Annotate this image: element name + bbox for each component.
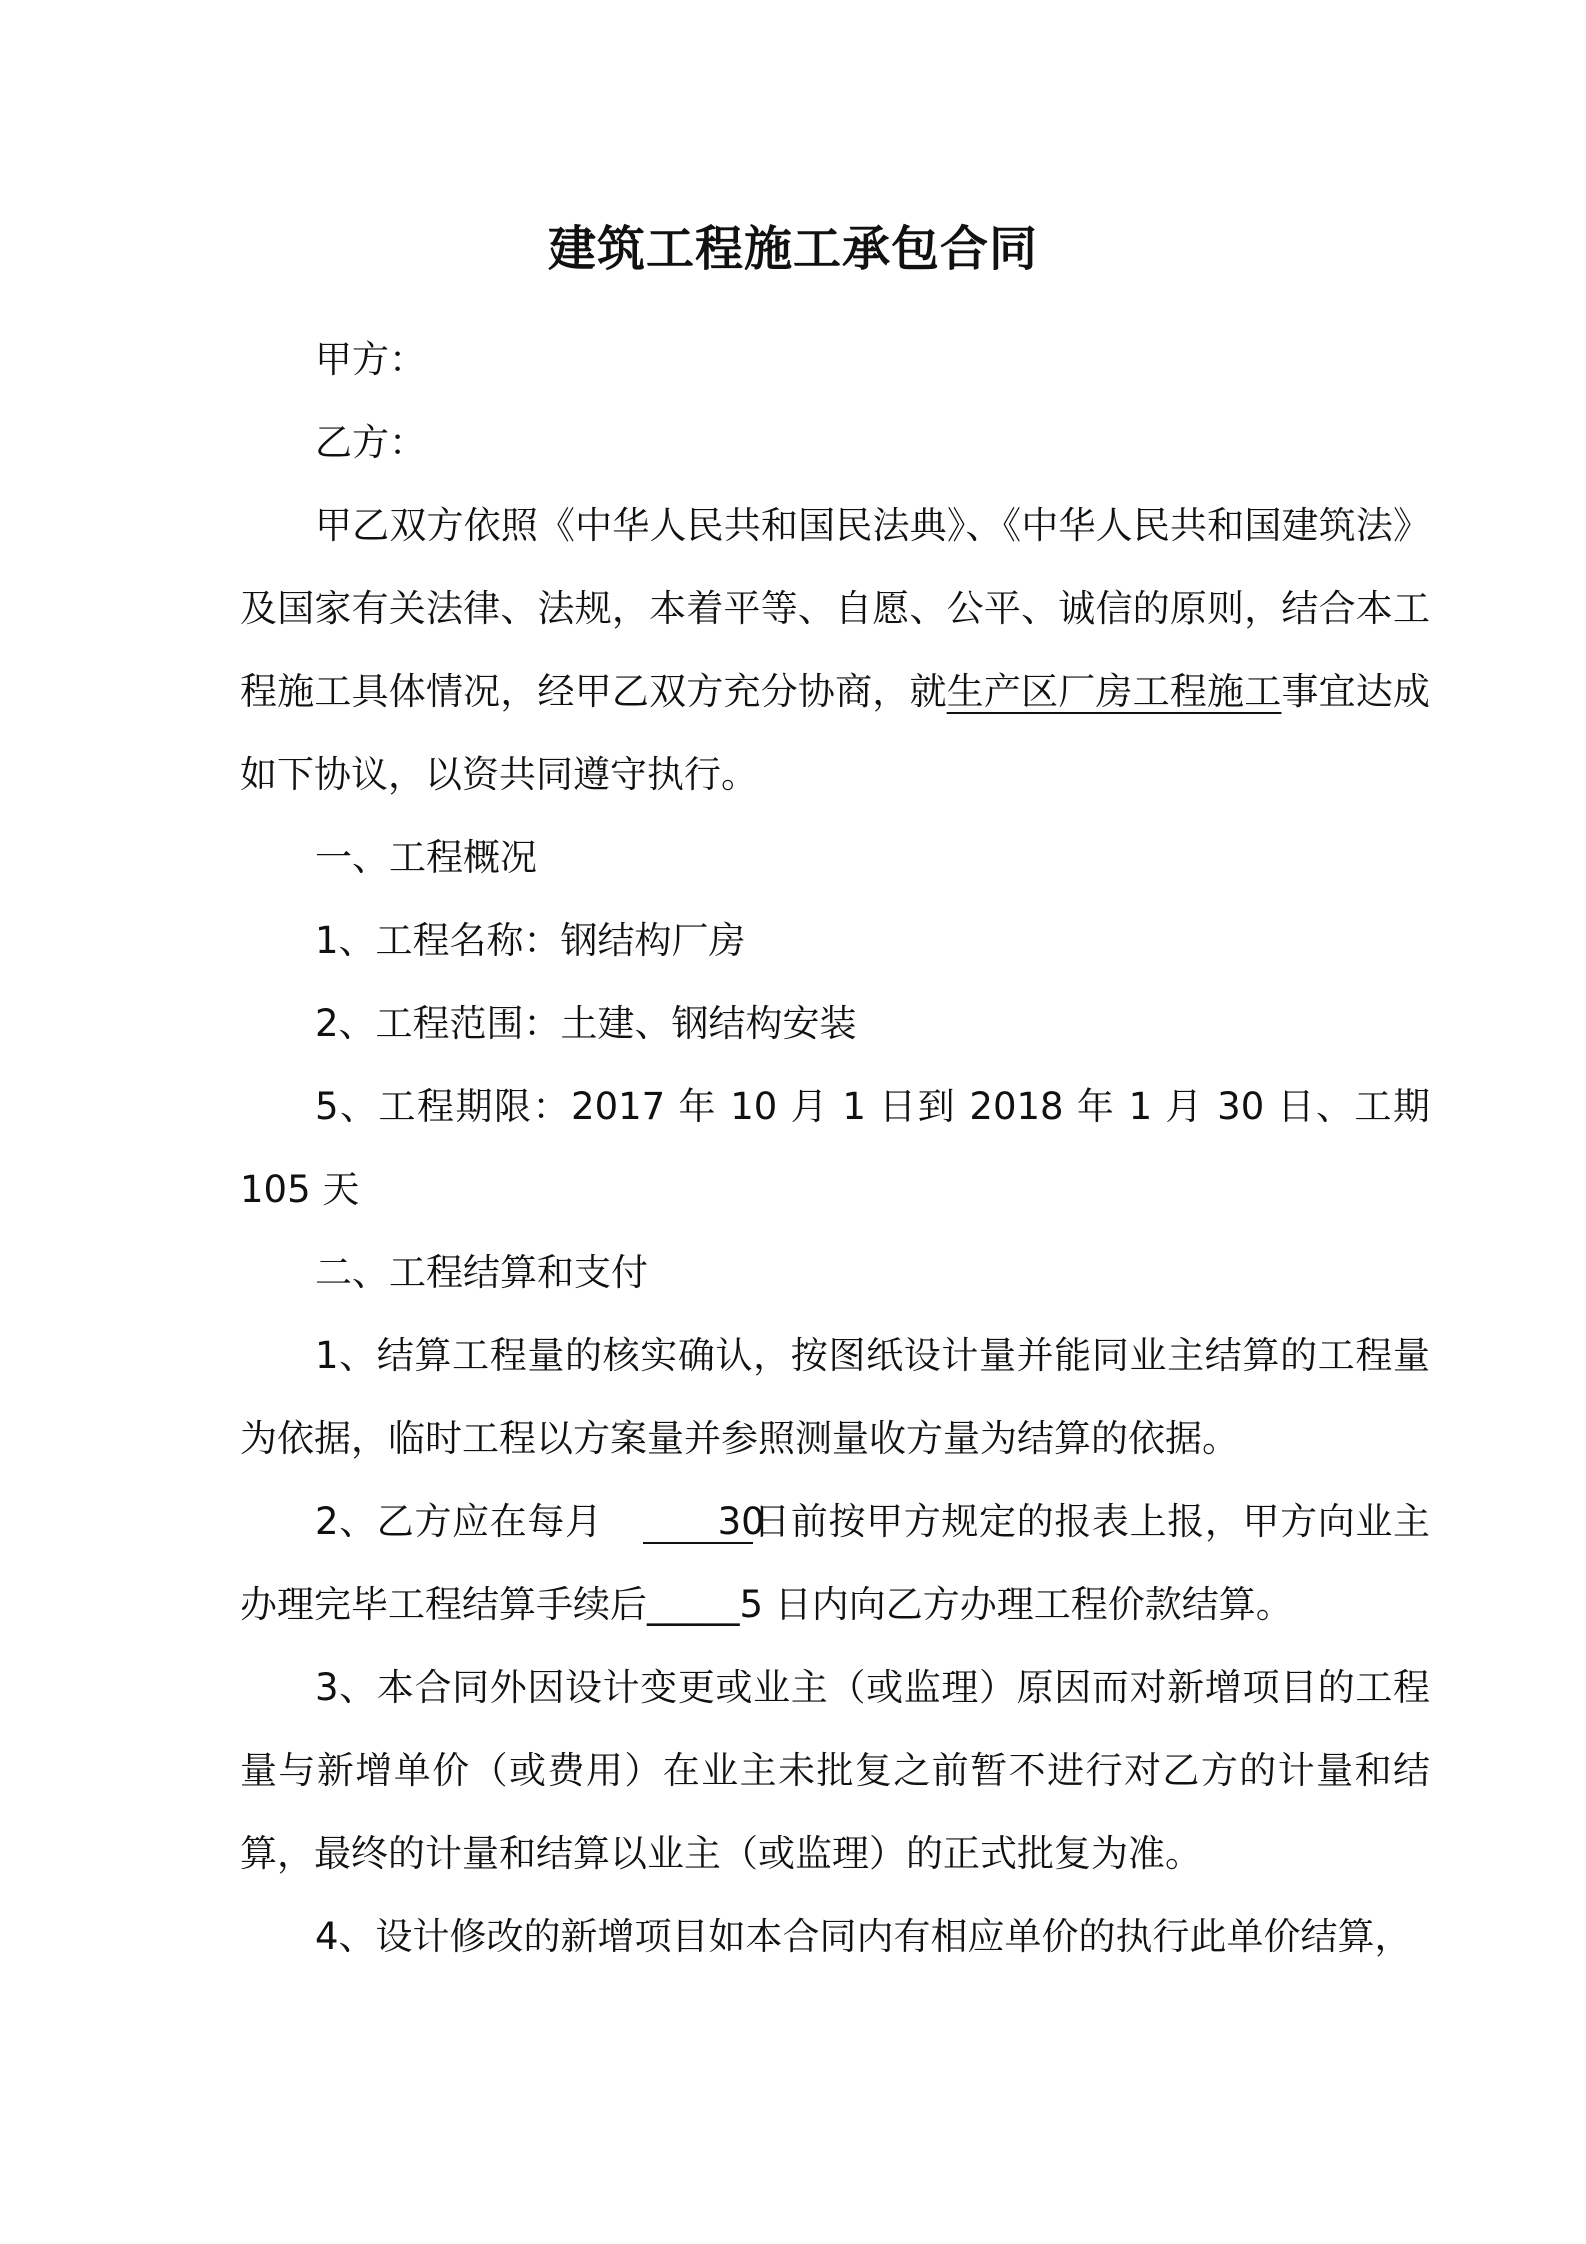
intro-text-before: 甲乙双方依照《中华人民共和国民法典》、《中华人民共和国建筑法》及国家有关法律、法规，本着平等、自愿、公平、诚信的原则，结合本工程施工具体情况，经甲乙双方充分协商，就 <box>240 504 1430 713</box>
section-2-item-2 <box>240 1480 1430 1646</box>
section-2-item-3: 3、本合同外因设计变更或业主（或监理）原因而对新增项目的工程量与新增单价（或费用）在业主未批复之前暂不进行对乙方的计量和结算，最终的计量和结算以业主（或监理）的正式批复为准。 <box>240 1666 1430 1875</box>
project-name-underlined: 生产区厂房工程施工 <box>946 670 1282 713</box>
contract-body <box>240 318 1430 1978</box>
section-2-heading: 二、工程结算和支付 <box>315 1251 648 1294</box>
section-1-item-5: 5、工程期限：2017 年 10 月 1 日到 2018 年 1 月 30 日、工期 105 天 <box>240 1085 1430 1211</box>
item-2-text-before: 2、乙方应在每月 <box>315 1500 603 1543</box>
party-a-line: 甲方： <box>315 338 426 381</box>
intro-text-after: 事宜达成如下协议，以资共同遵守执行。 <box>240 670 1431 796</box>
party-b-line: 乙方： <box>315 421 426 464</box>
section-1-item-1: 1、工程名称：钢结构厂房 <box>315 919 746 962</box>
report-day-blank: 30 <box>643 1502 753 1544</box>
section-2-item-4: 4、设计修改的新增项目如本合同内有相应单价的执行此单价结算， <box>315 1915 1412 1958</box>
section-1-item-2: 2、工程范围：土建、钢结构安装 <box>315 1002 857 1045</box>
intro-paragraph <box>240 484 1430 816</box>
document-title: 建筑工程施工承包合同 <box>547 221 1038 277</box>
section-2-item-1: 1、结算工程量的核实确认，按图纸设计量并能同业主结算的工程量为依据，临时工程以方案量并参照测量收方量为结算的依据。 <box>240 1334 1430 1460</box>
item-2-text-after: 日前按甲方规定的报表上报，甲方向业主办理完毕工程结算手续后_____5 日内向乙方办理工程价款结算。 <box>240 1500 1430 1626</box>
section-1-heading: 一、工程概况 <box>315 836 537 879</box>
